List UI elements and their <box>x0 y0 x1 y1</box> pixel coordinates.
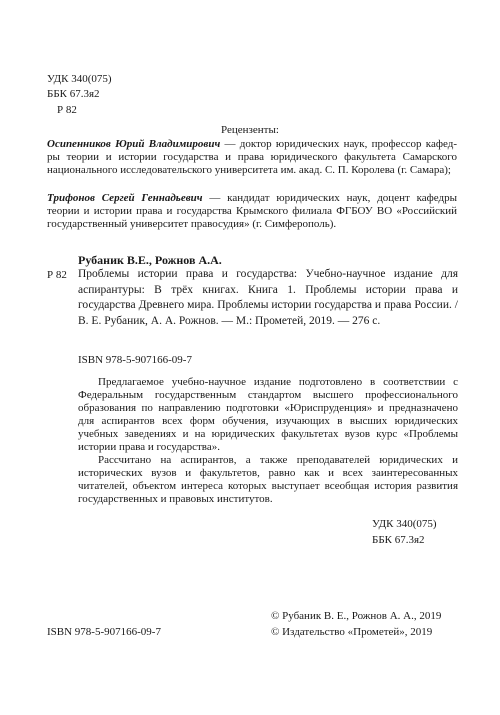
reviewer-1-text-line1: — доктор юридических наук, профессор кафед- <box>220 138 457 150</box>
bbk-code: ББК 67.3я2 <box>47 88 100 100</box>
book-isbn: ISBN 978-5-907166-09-7 <box>78 354 192 366</box>
copyright-authors: © Рубаник В. Е., Рожнов А. А., 2019 <box>271 610 442 622</box>
reviewers-heading: Рецензенты: <box>221 124 279 136</box>
book-description: Проблемы истории права и государства: Учебно-научное издание для аспирантуры: В трёх книгах. Книга 1. Проблемы истории права и государства Древнего мира. Проблемы истории государства и права России. / В. Е. Рубаник, А. А. Рожнов. — М.: Прометей, 2019. — 276 с. <box>78 268 458 327</box>
reviewer-2-text: теории и истории права и государства Крымского филиала ФГБОУ ВО «Российский государственный университет правосудия» (г. Симферополь). <box>47 205 457 230</box>
footer-isbn: ISBN 978-5-907166-09-7 <box>47 626 161 638</box>
abstract-paragraph-2: Рассчитано на аспирантов, а также преподавателей юридических и исторических вузов и факультетов, равно как и всех заинтересованных читателей, объектом интереса которых выступает всеобщая история развития государственных и правовых институтов. <box>78 454 458 505</box>
reviewer-1 <box>47 138 457 177</box>
bottom-udk-code: УДК 340(075) <box>372 518 437 530</box>
udk-code: УДК 340(075) <box>47 73 112 85</box>
reviewer-2-name: Трифонов Сергей Геннадьевич <box>47 192 203 204</box>
cutter-code: Р 82 <box>57 104 77 116</box>
abstract-paragraph-1: Предлагаемое учебно-научное издание подготовлено в соответствии с Федеральным государственным стандартом высшего профессионального образования по направлению подготовки «Юриспруденция» и предназначено для аспирантов всех форм обучения, изучающих в высших юридических учебных заведениях и на юридических факультетах вузов курс «Проблемы истории права и государства». <box>78 376 458 453</box>
book-cutter-code: Р 82 <box>47 269 67 281</box>
reviewer-2-text-line1: — кандидат юридических наук, доцент кафедры <box>202 192 457 204</box>
reviewer-1-name: Осипенников Юрий Владимирович <box>47 138 221 150</box>
bottom-bbk-code: ББК 67.3я2 <box>372 534 425 546</box>
reviewer-2 <box>47 192 457 231</box>
reviewer-1-text: ры теории и истории государства и права юридического факультета Самарского национального исследовательского университета им. акад. С. П. Королева (г. Самара); <box>47 151 457 176</box>
copyright-publisher: © Издательство «Прометей», 2019 <box>271 626 433 638</box>
book-authors: Рубаник В.Е., Рожнов А.А. <box>78 253 222 267</box>
